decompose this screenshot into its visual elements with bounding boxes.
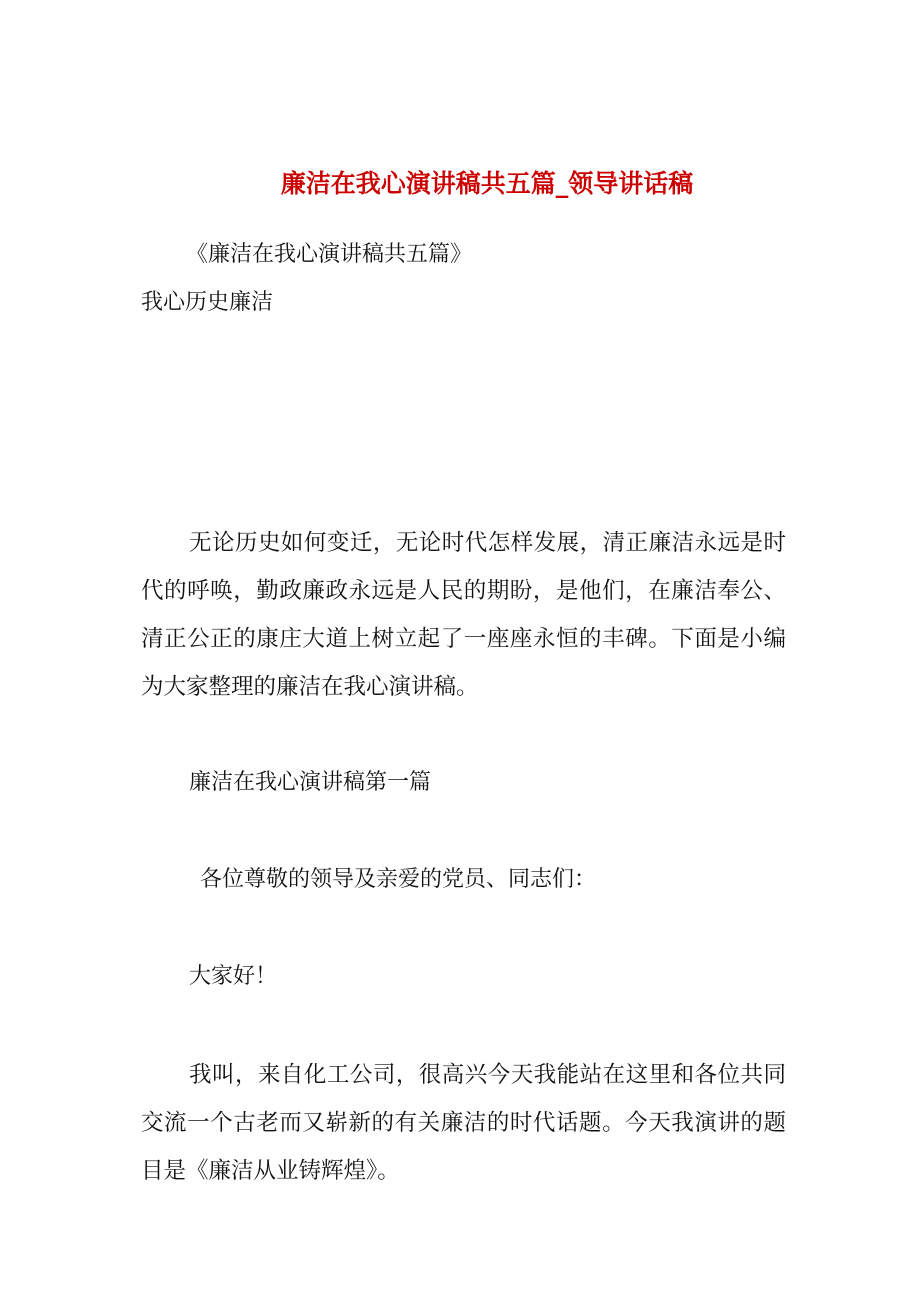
- body-paragraph: 我叫，来自化工公司，很高兴今天我能站在这里和各位共同交流一个古老而又崭新的有关廉洁的时代话题。今天我演讲的题目是《廉洁从业铸辉煌》。: [141, 1062, 786, 1184]
- book-title: 《廉洁在我心演讲稿共五篇》: [186, 242, 473, 267]
- document-title: 廉洁在我心演讲稿共五篇_领导讲话稿: [280, 169, 694, 198]
- intro-paragraph: 无论历史如何变迁，无论时代怎样发展，清正廉洁永远是时代的呼唤，勤政廉政永远是人民的期盼，是他们，在廉洁奉公、清正公正的康庄大道上树立起了一座座永恒的丰碑。下面是小编为大家整理的廉洁在我心演讲稿。: [141, 530, 786, 700]
- salutation: 各位尊敬的领导及亲爱的党员、同志们：: [200, 867, 597, 892]
- greeting: 大家好！: [189, 964, 278, 989]
- subtitle: 我心历史廉洁: [141, 290, 274, 315]
- section-heading: 廉洁在我心演讲稿第一篇: [189, 770, 432, 795]
